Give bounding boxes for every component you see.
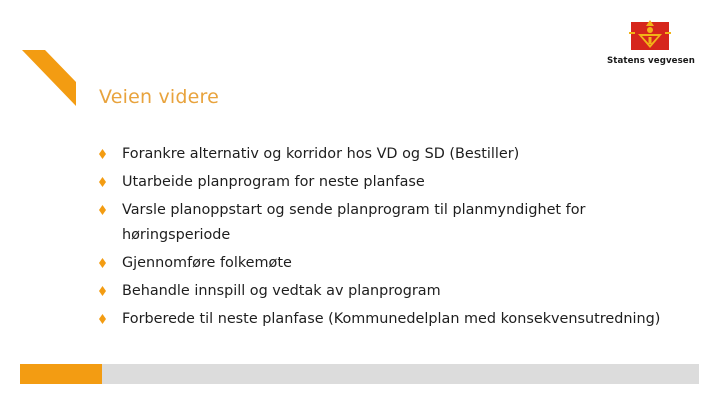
diamond-bullet-icon (99, 258, 106, 268)
footer-bar (102, 364, 699, 384)
diamond-bullet-icon (99, 286, 106, 296)
bullet-item (98, 307, 678, 332)
corner-decoration (0, 0, 90, 120)
diamond-bullet-icon (99, 314, 106, 324)
bullet-text: Forankre alternativ og korridor hos VD og SD (Bestiller) (122, 146, 520, 162)
bullet-text: Forberede til neste planfase (Kommunedelplan med konsekvensutredning) (122, 311, 661, 327)
bullet-text: Utarbeide planprogram for neste planfase (122, 174, 425, 190)
diamond-bullet-icon (99, 177, 106, 187)
bullet-text: Gjennomføre folkemøte (122, 255, 292, 271)
footer-accent-bar (20, 364, 102, 384)
statens-vegvesen-emblem-icon (629, 18, 671, 54)
bullet-item (98, 279, 678, 304)
bullet-text: Varsle planoppstart og sende planprogram til planmyndighet for høringsperiode (122, 202, 586, 243)
diamond-bullet-icon (99, 205, 106, 215)
bullet-item (98, 142, 678, 167)
statens-vegvesen-logo (604, 18, 695, 70)
bullet-item (98, 198, 678, 248)
bullet-list (98, 142, 678, 335)
diamond-bullet-icon (99, 149, 106, 159)
logo-wordmark: Statens vegvesen (607, 56, 695, 66)
bullet-text: Behandle innspill og vedtak av planprogram (122, 283, 441, 299)
slide-title: Veien videre (99, 86, 220, 108)
bullet-item (98, 170, 678, 195)
bullet-item (98, 251, 678, 276)
